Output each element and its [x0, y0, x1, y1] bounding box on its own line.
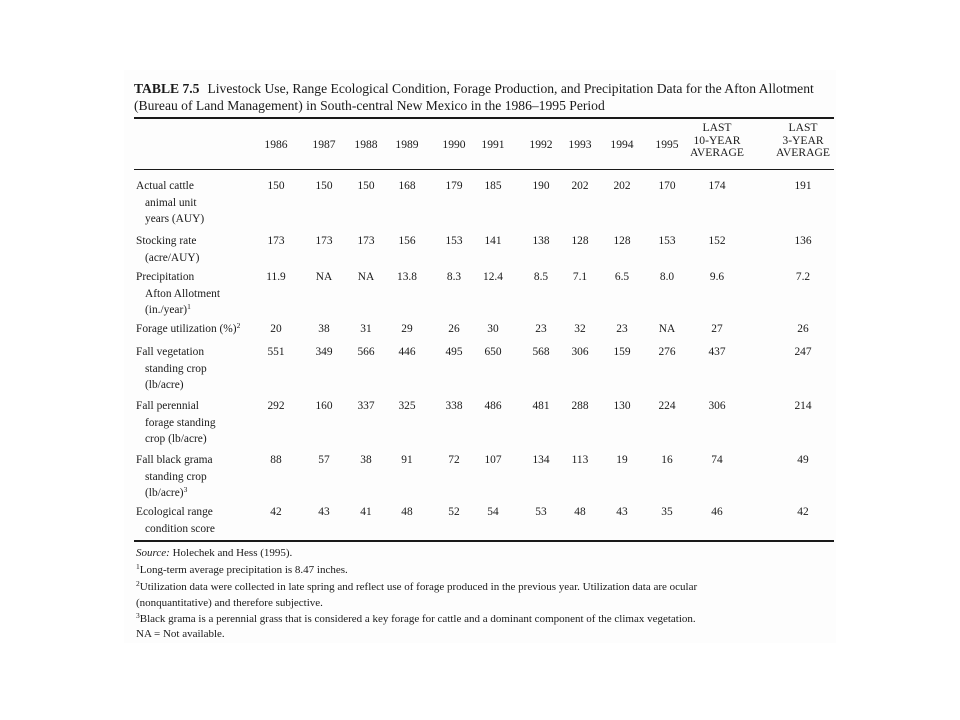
table-cell: 349: [315, 346, 333, 358]
table-cell: 13.8: [397, 271, 417, 283]
footnote-3-text: Black grama is a perennial grass that is considered a key forage for cattle and a dominant component of the climax vegetation.: [139, 613, 696, 625]
top-rule: [134, 117, 834, 119]
table-cell: 170: [658, 180, 676, 192]
table-cell: 26: [448, 323, 460, 335]
table-cell: 35: [661, 506, 673, 518]
table-cell: 173: [357, 235, 375, 247]
table-cell: 325: [398, 400, 416, 412]
row-label-line: (lb/acre): [145, 487, 184, 499]
table-cell: 214: [794, 400, 812, 412]
table-cell: 650: [484, 346, 502, 358]
table-cell: NA: [658, 323, 676, 335]
table-cell: 128: [613, 235, 631, 247]
table-cell: 153: [658, 235, 676, 247]
table-cell: 20: [270, 323, 282, 335]
table-cell: 288: [571, 400, 589, 412]
year-header: 1988: [354, 138, 378, 151]
footnote-source: [136, 545, 826, 562]
table-cell: 32: [574, 323, 586, 335]
footnote-1-mark: 1: [136, 562, 140, 571]
table-cell: 48: [574, 506, 586, 518]
table-cell: 12.4: [483, 271, 503, 283]
row-label-line: (acre/AUY): [145, 251, 200, 264]
year-header: 1993: [568, 138, 592, 151]
row-label-line: (in./year): [145, 304, 188, 316]
footnote-1: [136, 562, 826, 579]
table-cell: 156: [398, 235, 416, 247]
table-cell: 481: [532, 400, 550, 412]
header-line: AVERAGE: [690, 146, 744, 159]
header-line: 10-YEAR: [693, 133, 741, 147]
footnote-2-text-b: (nonquantitative) and therefore subjective.: [136, 597, 323, 609]
year-header: 1990: [442, 138, 466, 151]
table-cell: 130: [613, 400, 631, 412]
table-cell: 150: [315, 180, 333, 192]
table-cell: 276: [658, 346, 676, 358]
table-cell: 136: [794, 235, 812, 247]
table-cell: 551: [267, 346, 285, 358]
table-cell: 113: [571, 454, 589, 466]
row-label: [136, 269, 220, 319]
table-cell: 191: [794, 180, 812, 192]
table-cell: 23: [616, 323, 628, 335]
row-label: [136, 321, 240, 338]
row-label-line: Precipitation: [136, 271, 195, 283]
row-label-line: condition score: [145, 522, 215, 535]
table-cell: 8.3: [446, 271, 462, 283]
row-label-line: Forage utilization (%): [136, 323, 237, 335]
table-cell: 224: [658, 400, 676, 412]
table-cell: 152: [708, 235, 726, 247]
table-cell: 153: [445, 235, 463, 247]
table-cell: 202: [613, 180, 631, 192]
table-cell: 7.2: [795, 271, 811, 283]
row-label: [136, 398, 216, 448]
table-caption: [134, 80, 834, 114]
row-label: [136, 504, 215, 537]
header-rule: [134, 169, 834, 170]
table-cell: 11.9: [266, 271, 286, 283]
table-cell: 568: [532, 346, 550, 358]
row-label-line: animal unit: [145, 196, 197, 209]
row-label-line: standing crop: [145, 362, 207, 375]
table-cell: 16: [661, 454, 673, 466]
footnote-ref: 1: [187, 302, 191, 311]
footnote-2-mark: 2: [136, 579, 140, 588]
table-cell: 6.5: [614, 271, 630, 283]
header-line: LAST: [702, 121, 732, 134]
row-label-line: forage standing: [145, 416, 216, 429]
table-cell: 190: [532, 180, 550, 192]
table-cell: 446: [398, 346, 416, 358]
table-cell: 38: [318, 323, 330, 335]
table-cell: 48: [401, 506, 413, 518]
table-cell: 134: [532, 454, 550, 466]
table-cell: 292: [267, 400, 285, 412]
table-cell: 174: [708, 180, 726, 192]
caption-line-1: Livestock Use, Range Ecological Condition, Forage Production, and Precipitation Data for the Afton Allotment: [207, 81, 814, 96]
three-year-average-header: [776, 122, 830, 160]
table-cell: 128: [571, 235, 589, 247]
table-cell: 30: [487, 323, 499, 335]
row-label: [136, 233, 199, 266]
table-cell: 150: [357, 180, 375, 192]
table-cell: 46: [711, 506, 723, 518]
row-label-line: (lb/acre): [145, 379, 184, 391]
table-cell: 26: [797, 323, 809, 335]
year-header: 1994: [610, 138, 634, 151]
ten-year-average-header: [690, 122, 744, 160]
table-cell: 54: [487, 506, 499, 518]
row-label: [136, 178, 204, 228]
table-cell: 150: [267, 180, 285, 192]
table-cell: 23: [535, 323, 547, 335]
table-cell: 7.1: [572, 271, 588, 283]
table-cell: 42: [270, 506, 282, 518]
table-cell: 43: [318, 506, 330, 518]
row-label-line: Fall vegetation: [136, 346, 205, 358]
row-label-line: Actual cattle: [136, 180, 194, 192]
footnote-ref: 2: [236, 321, 241, 330]
na-text: NA = Not available.: [136, 628, 225, 640]
table-cell: 107: [484, 454, 502, 466]
table-cell: 202: [571, 180, 589, 192]
table-cell: 173: [315, 235, 333, 247]
row-label-line: Fall black grama: [136, 454, 213, 466]
row-label-line: standing crop: [145, 470, 207, 483]
table-cell: 168: [398, 180, 416, 192]
table-cell: 159: [613, 346, 631, 358]
table-cell: 91: [401, 454, 413, 466]
footnote-2-cont: [136, 595, 826, 612]
table-cell: 437: [708, 346, 726, 358]
table-cell: NA: [315, 271, 333, 283]
table-cell: 486: [484, 400, 502, 412]
table-cell: 306: [571, 346, 589, 358]
table-cell: 29: [401, 323, 413, 335]
footnote-ref: 3: [183, 485, 188, 494]
table-cell: 74: [711, 454, 723, 466]
row-label: [136, 344, 207, 394]
header-line: AVERAGE: [776, 146, 830, 159]
table-cell: 31: [360, 323, 372, 335]
year-header: 1992: [529, 138, 553, 151]
table-cell: 8.5: [533, 271, 549, 283]
table-cell: 179: [445, 180, 463, 192]
table-cell: 19: [616, 454, 628, 466]
table-cell: 43: [616, 506, 628, 518]
row-label-line: Afton Allotment: [145, 287, 220, 300]
table-cell: 495: [445, 346, 463, 358]
table-cell: 8.0: [659, 271, 675, 283]
footnote-2: [136, 579, 826, 596]
table-cell: 138: [532, 235, 550, 247]
row-label: [136, 452, 213, 502]
year-header: 1995: [655, 138, 679, 151]
header-line: 3-YEAR: [782, 133, 824, 147]
row-label-line: Stocking rate: [136, 235, 197, 247]
table-cell: 185: [484, 180, 502, 192]
table-cell: 41: [360, 506, 372, 518]
table-cell: 338: [445, 400, 463, 412]
table-cell: 141: [484, 235, 502, 247]
source-text: Holechek and Hess (1995).: [172, 547, 293, 559]
table-cell: 42: [797, 506, 809, 518]
row-label-line: years (AUY): [145, 213, 205, 225]
table-cell: 9.6: [709, 271, 725, 283]
table-cell: 27: [711, 323, 723, 335]
table-cell: 337: [357, 400, 375, 412]
footnote-na: [136, 626, 826, 643]
header-line: LAST: [788, 121, 818, 134]
table-cell: 57: [318, 454, 330, 466]
table-cell: 160: [315, 400, 333, 412]
table-cell: 38: [360, 454, 372, 466]
table-cell: 566: [357, 346, 375, 358]
table-cell: 49: [797, 454, 809, 466]
table-cell: 306: [708, 400, 726, 412]
footnote-3-mark: 3: [136, 611, 140, 620]
table-number: TABLE 7.5: [134, 81, 200, 96]
table-cell: 173: [267, 235, 285, 247]
table-cell: 52: [448, 506, 460, 518]
row-label-line: crop (lb/acre): [145, 433, 207, 445]
table-cell: NA: [357, 271, 375, 283]
row-label-line: Ecological range: [136, 506, 213, 518]
year-header: 1986: [264, 138, 288, 151]
table-cell: 72: [448, 454, 460, 466]
row-label-line: Fall perennial: [136, 400, 199, 412]
bottom-rule: [134, 540, 834, 542]
footnote-1-text: Long-term average precipitation is 8.47 inches.: [139, 564, 348, 576]
footnote-2-text-a: Utilization data were collected in late spring and reflect use of forage produced in the previous year. Utilization data are ocular: [139, 581, 698, 593]
caption-line-2: (Bureau of Land Management) in South-central New Mexico in the 1986–1995 Period: [134, 98, 605, 113]
year-header: 1989: [395, 138, 419, 151]
year-header: 1987: [312, 138, 336, 151]
table-cell: 88: [270, 454, 282, 466]
table-cell: 53: [535, 506, 547, 518]
table-cell: 247: [794, 346, 812, 358]
year-header: 1991: [481, 138, 505, 151]
source-label: Source:: [136, 547, 170, 559]
